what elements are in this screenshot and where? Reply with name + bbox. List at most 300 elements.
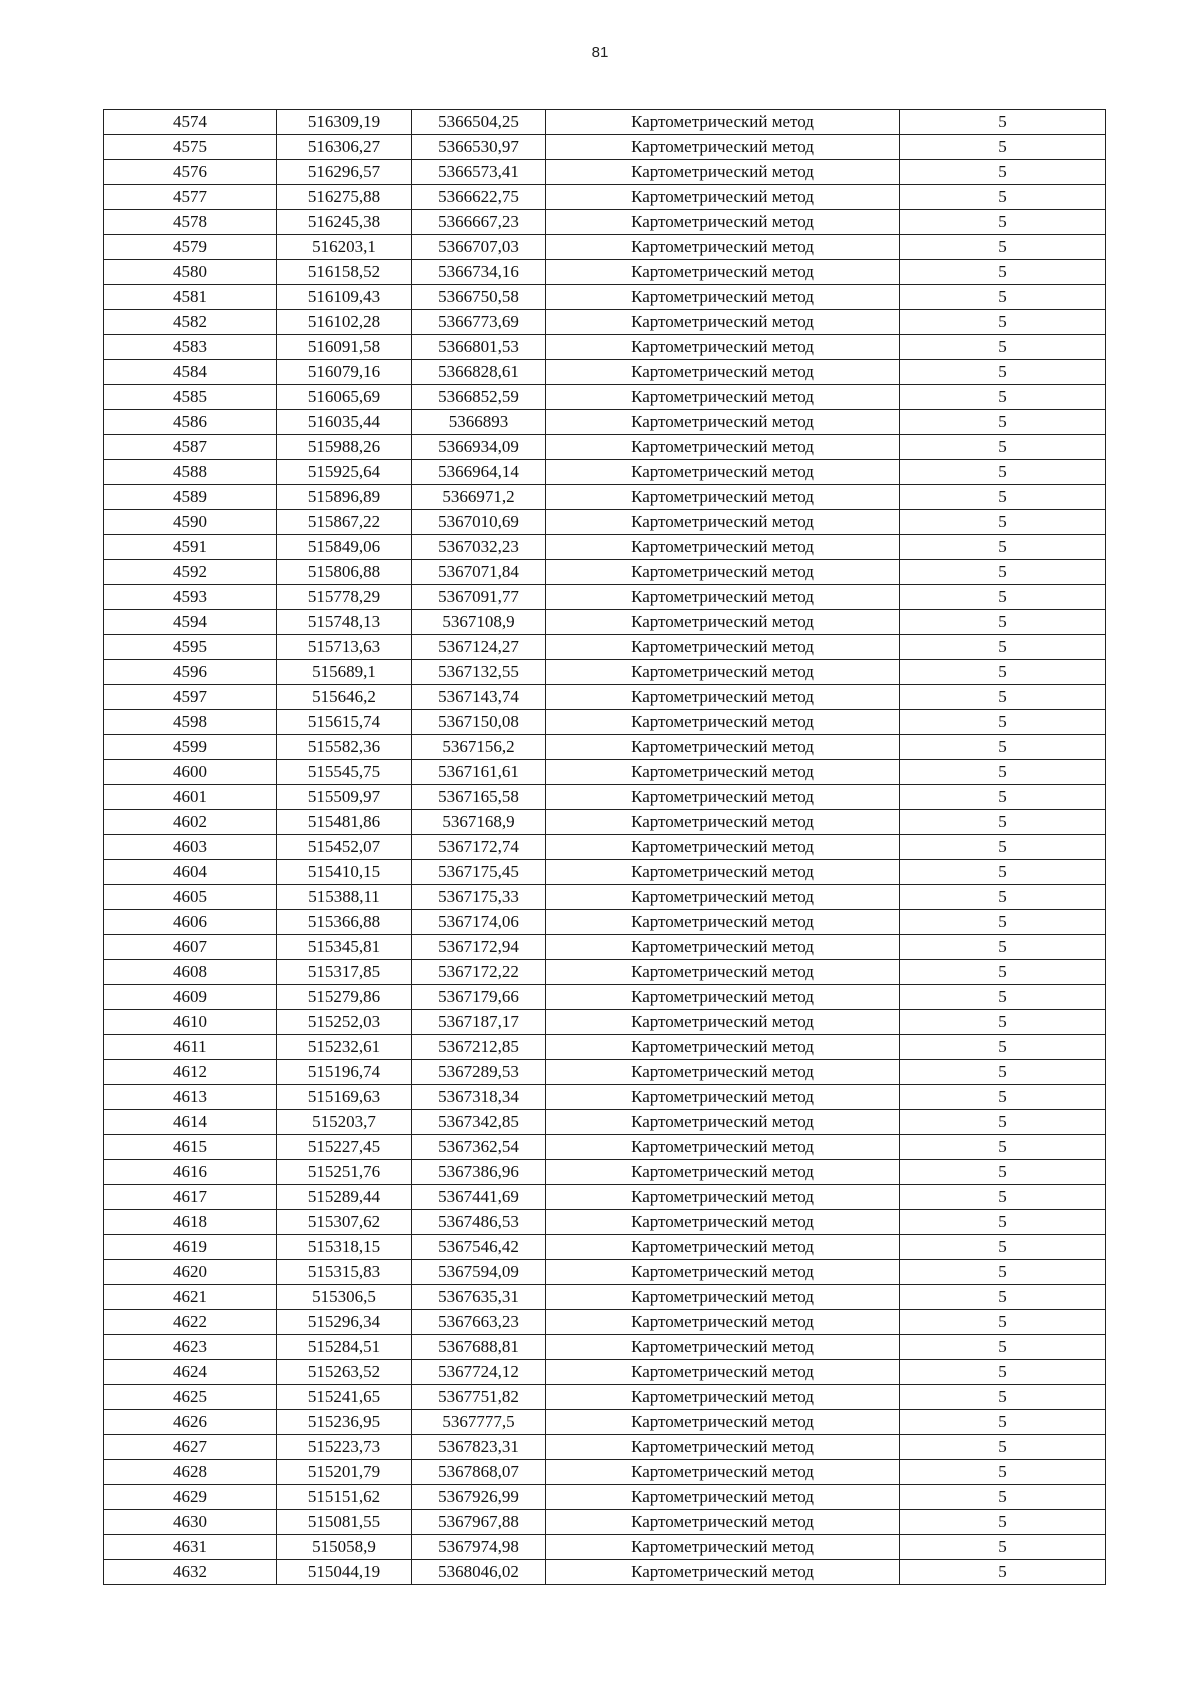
- x-coordinate-cell: 515232,61: [277, 1035, 412, 1060]
- y-coordinate-cell: 5367091,77: [412, 585, 546, 610]
- x-coordinate-cell: 515481,86: [277, 810, 412, 835]
- x-coordinate-cell: 516306,27: [277, 135, 412, 160]
- method-cell: Картометрический метод: [546, 1285, 900, 1310]
- x-coordinate-cell: 515849,06: [277, 535, 412, 560]
- table-row: [104, 735, 1106, 760]
- accuracy-cell: 5: [900, 1560, 1106, 1585]
- table-row: [104, 1110, 1106, 1135]
- point-number-cell: 4609: [104, 985, 277, 1010]
- accuracy-cell: 5: [900, 885, 1106, 910]
- accuracy-cell: 5: [900, 410, 1106, 435]
- accuracy-cell: 5: [900, 1210, 1106, 1235]
- table-row: [104, 760, 1106, 785]
- y-coordinate-cell: 5367150,08: [412, 710, 546, 735]
- y-coordinate-cell: 5366573,41: [412, 160, 546, 185]
- table-row: [104, 1060, 1106, 1085]
- point-number-cell: 4624: [104, 1360, 277, 1385]
- point-number-cell: 4594: [104, 610, 277, 635]
- y-coordinate-cell: 5367212,85: [412, 1035, 546, 1060]
- point-number-cell: 4578: [104, 210, 277, 235]
- accuracy-cell: 5: [900, 485, 1106, 510]
- method-cell: Картометрический метод: [546, 260, 900, 285]
- method-cell: Картометрический метод: [546, 110, 900, 135]
- y-coordinate-cell: 5367594,09: [412, 1260, 546, 1285]
- method-cell: Картометрический метод: [546, 785, 900, 810]
- accuracy-cell: 5: [900, 760, 1106, 785]
- table-row: [104, 210, 1106, 235]
- x-coordinate-cell: 516309,19: [277, 110, 412, 135]
- table-row: [104, 635, 1106, 660]
- point-number-cell: 4597: [104, 685, 277, 710]
- point-number-cell: 4583: [104, 335, 277, 360]
- point-number-cell: 4595: [104, 635, 277, 660]
- point-number-cell: 4584: [104, 360, 277, 385]
- y-coordinate-cell: 5367156,2: [412, 735, 546, 760]
- point-number-cell: 4600: [104, 760, 277, 785]
- accuracy-cell: 5: [900, 235, 1106, 260]
- method-cell: Картометрический метод: [546, 985, 900, 1010]
- y-coordinate-cell: 5367777,5: [412, 1410, 546, 1435]
- x-coordinate-cell: 515452,07: [277, 835, 412, 860]
- y-coordinate-cell: 5367132,55: [412, 660, 546, 685]
- x-coordinate-cell: 515509,97: [277, 785, 412, 810]
- accuracy-cell: 5: [900, 1535, 1106, 1560]
- x-coordinate-cell: 515223,73: [277, 1435, 412, 1460]
- point-number-cell: 4598: [104, 710, 277, 735]
- y-coordinate-cell: 5366934,09: [412, 435, 546, 460]
- x-coordinate-cell: 516158,52: [277, 260, 412, 285]
- accuracy-cell: 5: [900, 535, 1106, 560]
- x-coordinate-cell: 515306,5: [277, 1285, 412, 1310]
- y-coordinate-cell: 5367318,34: [412, 1085, 546, 1110]
- table-row: [104, 1435, 1106, 1460]
- method-cell: Картометрический метод: [546, 635, 900, 660]
- point-number-cell: 4610: [104, 1010, 277, 1035]
- method-cell: Картометрический метод: [546, 1485, 900, 1510]
- method-cell: Картометрический метод: [546, 335, 900, 360]
- table-row: [104, 685, 1106, 710]
- point-number-cell: 4631: [104, 1535, 277, 1560]
- accuracy-cell: 5: [900, 835, 1106, 860]
- table-row: [104, 860, 1106, 885]
- y-coordinate-cell: 5366707,03: [412, 235, 546, 260]
- method-cell: Картометрический метод: [546, 535, 900, 560]
- x-coordinate-cell: 516109,43: [277, 285, 412, 310]
- x-coordinate-cell: 515251,76: [277, 1160, 412, 1185]
- table-row: [104, 710, 1106, 735]
- point-number-cell: 4620: [104, 1260, 277, 1285]
- point-number-cell: 4614: [104, 1110, 277, 1135]
- x-coordinate-cell: 515318,15: [277, 1235, 412, 1260]
- method-cell: Картометрический метод: [546, 460, 900, 485]
- point-number-cell: 4603: [104, 835, 277, 860]
- method-cell: Картометрический метод: [546, 310, 900, 335]
- point-number-cell: 4605: [104, 885, 277, 910]
- x-coordinate-cell: 515366,88: [277, 910, 412, 935]
- point-number-cell: 4580: [104, 260, 277, 285]
- x-coordinate-cell: 516245,38: [277, 210, 412, 235]
- method-cell: Картометрический метод: [546, 860, 900, 885]
- point-number-cell: 4591: [104, 535, 277, 560]
- accuracy-cell: 5: [900, 1435, 1106, 1460]
- table-row: [104, 885, 1106, 910]
- y-coordinate-cell: 5367724,12: [412, 1360, 546, 1385]
- method-cell: Картометрический метод: [546, 1010, 900, 1035]
- method-cell: Картометрический метод: [546, 735, 900, 760]
- accuracy-cell: 5: [900, 1110, 1106, 1135]
- accuracy-cell: 5: [900, 285, 1106, 310]
- accuracy-cell: 5: [900, 1360, 1106, 1385]
- method-cell: Картометрический метод: [546, 1410, 900, 1435]
- x-coordinate-cell: 515925,64: [277, 460, 412, 485]
- accuracy-cell: 5: [900, 1510, 1106, 1535]
- table-row: [104, 960, 1106, 985]
- y-coordinate-cell: 5367362,54: [412, 1135, 546, 1160]
- accuracy-cell: 5: [900, 785, 1106, 810]
- method-cell: Картометрический метод: [546, 285, 900, 310]
- table-row: [104, 460, 1106, 485]
- x-coordinate-cell: 516102,28: [277, 310, 412, 335]
- x-coordinate-cell: 516275,88: [277, 185, 412, 210]
- y-coordinate-cell: 5367342,85: [412, 1110, 546, 1135]
- y-coordinate-cell: 5367823,31: [412, 1435, 546, 1460]
- method-cell: Картометрический метод: [546, 1335, 900, 1360]
- point-number-cell: 4621: [104, 1285, 277, 1310]
- table-row: [104, 385, 1106, 410]
- method-cell: Картометрический метод: [546, 435, 900, 460]
- method-cell: Картометрический метод: [546, 810, 900, 835]
- accuracy-cell: 5: [900, 110, 1106, 135]
- x-coordinate-cell: 515227,45: [277, 1135, 412, 1160]
- table-row: [104, 1510, 1106, 1535]
- table-row: [104, 560, 1106, 585]
- y-coordinate-cell: 5367172,94: [412, 935, 546, 960]
- table-row: [104, 810, 1106, 835]
- method-cell: Картометрический метод: [546, 1510, 900, 1535]
- x-coordinate-cell: 515241,65: [277, 1385, 412, 1410]
- y-coordinate-cell: 5366622,75: [412, 185, 546, 210]
- x-coordinate-cell: 515988,26: [277, 435, 412, 460]
- point-number-cell: 4590: [104, 510, 277, 535]
- method-cell: Картометрический метод: [546, 685, 900, 710]
- table-row: [104, 1460, 1106, 1485]
- y-coordinate-cell: 5367441,69: [412, 1185, 546, 1210]
- point-number-cell: 4606: [104, 910, 277, 935]
- accuracy-cell: 5: [900, 510, 1106, 535]
- point-number-cell: 4616: [104, 1160, 277, 1185]
- method-cell: Картометрический метод: [546, 560, 900, 585]
- accuracy-cell: 5: [900, 910, 1106, 935]
- y-coordinate-cell: 5367486,53: [412, 1210, 546, 1235]
- accuracy-cell: 5: [900, 1485, 1106, 1510]
- y-coordinate-cell: 5367172,22: [412, 960, 546, 985]
- accuracy-cell: 5: [900, 810, 1106, 835]
- table-row: [104, 1035, 1106, 1060]
- y-coordinate-cell: 5367688,81: [412, 1335, 546, 1360]
- page-number: 81: [591, 44, 609, 61]
- y-coordinate-cell: 5367143,74: [412, 685, 546, 710]
- accuracy-cell: 5: [900, 560, 1106, 585]
- accuracy-cell: 5: [900, 660, 1106, 685]
- point-number-cell: 4604: [104, 860, 277, 885]
- accuracy-cell: 5: [900, 135, 1106, 160]
- method-cell: Картометрический метод: [546, 835, 900, 860]
- y-coordinate-cell: 5366964,14: [412, 460, 546, 485]
- method-cell: Картометрический метод: [546, 1535, 900, 1560]
- table-row: [104, 1210, 1106, 1235]
- accuracy-cell: 5: [900, 1460, 1106, 1485]
- method-cell: Картометрический метод: [546, 1360, 900, 1385]
- y-coordinate-cell: 5367032,23: [412, 535, 546, 560]
- point-number-cell: 4617: [104, 1185, 277, 1210]
- y-coordinate-cell: 5367179,66: [412, 985, 546, 1010]
- table-row: [104, 310, 1106, 335]
- x-coordinate-cell: 515081,55: [277, 1510, 412, 1535]
- accuracy-cell: 5: [900, 210, 1106, 235]
- accuracy-cell: 5: [900, 610, 1106, 635]
- method-cell: Картометрический метод: [546, 660, 900, 685]
- point-number-cell: 4611: [104, 1035, 277, 1060]
- table-row: [104, 1485, 1106, 1510]
- point-number-cell: 4632: [104, 1560, 277, 1585]
- table-row: [104, 1160, 1106, 1185]
- table-row: [104, 585, 1106, 610]
- x-coordinate-cell: 515582,36: [277, 735, 412, 760]
- point-number-cell: 4619: [104, 1235, 277, 1260]
- accuracy-cell: 5: [900, 1410, 1106, 1435]
- y-coordinate-cell: 5367108,9: [412, 610, 546, 635]
- x-coordinate-cell: 515252,03: [277, 1010, 412, 1035]
- accuracy-cell: 5: [900, 385, 1106, 410]
- accuracy-cell: 5: [900, 860, 1106, 885]
- table-row: [104, 335, 1106, 360]
- x-coordinate-cell: 515151,62: [277, 1485, 412, 1510]
- x-coordinate-cell: 515296,34: [277, 1310, 412, 1335]
- x-coordinate-cell: 515410,15: [277, 860, 412, 885]
- method-cell: Картометрический метод: [546, 1460, 900, 1485]
- x-coordinate-cell: 515896,89: [277, 485, 412, 510]
- table-row: [104, 785, 1106, 810]
- point-number-cell: 4612: [104, 1060, 277, 1085]
- accuracy-cell: 5: [900, 460, 1106, 485]
- x-coordinate-cell: 515689,1: [277, 660, 412, 685]
- table-row: [104, 985, 1106, 1010]
- x-coordinate-cell: 516091,58: [277, 335, 412, 360]
- accuracy-cell: 5: [900, 985, 1106, 1010]
- table-row: [104, 235, 1106, 260]
- point-number-cell: 4618: [104, 1210, 277, 1235]
- y-coordinate-cell: 5367175,33: [412, 885, 546, 910]
- y-coordinate-cell: 5367289,53: [412, 1060, 546, 1085]
- accuracy-cell: 5: [900, 160, 1106, 185]
- method-cell: Картометрический метод: [546, 1310, 900, 1335]
- table-row: [104, 1085, 1106, 1110]
- coordinates-table: [103, 109, 1106, 1585]
- y-coordinate-cell: 5367751,82: [412, 1385, 546, 1410]
- accuracy-cell: 5: [900, 1010, 1106, 1035]
- point-number-cell: 4613: [104, 1085, 277, 1110]
- point-number-cell: 4628: [104, 1460, 277, 1485]
- point-number-cell: 4627: [104, 1435, 277, 1460]
- method-cell: Картометрический метод: [546, 935, 900, 960]
- method-cell: Картометрический метод: [546, 485, 900, 510]
- y-coordinate-cell: 5367187,17: [412, 1010, 546, 1035]
- accuracy-cell: 5: [900, 635, 1106, 660]
- point-number-cell: 4626: [104, 1410, 277, 1435]
- point-number-cell: 4607: [104, 935, 277, 960]
- y-coordinate-cell: 5367386,96: [412, 1160, 546, 1185]
- point-number-cell: 4623: [104, 1335, 277, 1360]
- table-row: [104, 1185, 1106, 1210]
- x-coordinate-cell: 515284,51: [277, 1335, 412, 1360]
- accuracy-cell: 5: [900, 1135, 1106, 1160]
- x-coordinate-cell: 515169,63: [277, 1085, 412, 1110]
- accuracy-cell: 5: [900, 260, 1106, 285]
- accuracy-cell: 5: [900, 935, 1106, 960]
- method-cell: Картометрический метод: [546, 210, 900, 235]
- x-coordinate-cell: 515713,63: [277, 635, 412, 660]
- point-number-cell: 4576: [104, 160, 277, 185]
- y-coordinate-cell: 5368046,02: [412, 1560, 546, 1585]
- y-coordinate-cell: 5367165,58: [412, 785, 546, 810]
- y-coordinate-cell: 5366828,61: [412, 360, 546, 385]
- x-coordinate-cell: 515345,81: [277, 935, 412, 960]
- x-coordinate-cell: 515748,13: [277, 610, 412, 635]
- method-cell: Картометрический метод: [546, 1385, 900, 1410]
- point-number-cell: 4574: [104, 110, 277, 135]
- point-number-cell: 4579: [104, 235, 277, 260]
- table-row: [104, 510, 1106, 535]
- y-coordinate-cell: 5367175,45: [412, 860, 546, 885]
- x-coordinate-cell: 515196,74: [277, 1060, 412, 1085]
- accuracy-cell: 5: [900, 1310, 1106, 1335]
- accuracy-cell: 5: [900, 585, 1106, 610]
- y-coordinate-cell: 5367172,74: [412, 835, 546, 860]
- table-row: [104, 1335, 1106, 1360]
- point-number-cell: 4593: [104, 585, 277, 610]
- table-row: [104, 260, 1106, 285]
- x-coordinate-cell: 515201,79: [277, 1460, 412, 1485]
- method-cell: Картометрический метод: [546, 1110, 900, 1135]
- table-row: [104, 1010, 1106, 1035]
- point-number-cell: 4602: [104, 810, 277, 835]
- method-cell: Картометрический метод: [546, 1135, 900, 1160]
- y-coordinate-cell: 5367635,31: [412, 1285, 546, 1310]
- accuracy-cell: 5: [900, 960, 1106, 985]
- accuracy-cell: 5: [900, 1235, 1106, 1260]
- point-number-cell: 4575: [104, 135, 277, 160]
- table-row: [104, 1535, 1106, 1560]
- x-coordinate-cell: 515778,29: [277, 585, 412, 610]
- method-cell: Картометрический метод: [546, 885, 900, 910]
- method-cell: Картометрический метод: [546, 235, 900, 260]
- x-coordinate-cell: 515289,44: [277, 1185, 412, 1210]
- table-row: [104, 110, 1106, 135]
- method-cell: Картометрический метод: [546, 1160, 900, 1185]
- method-cell: Картометрический метод: [546, 135, 900, 160]
- x-coordinate-cell: 515044,19: [277, 1560, 412, 1585]
- point-number-cell: 4596: [104, 660, 277, 685]
- x-coordinate-cell: 515317,85: [277, 960, 412, 985]
- accuracy-cell: 5: [900, 1335, 1106, 1360]
- accuracy-cell: 5: [900, 335, 1106, 360]
- y-coordinate-cell: 5367161,61: [412, 760, 546, 785]
- accuracy-cell: 5: [900, 1185, 1106, 1210]
- table-row: [104, 1310, 1106, 1335]
- accuracy-cell: 5: [900, 1035, 1106, 1060]
- table-row: [104, 610, 1106, 635]
- x-coordinate-cell: 515545,75: [277, 760, 412, 785]
- y-coordinate-cell: 5367174,06: [412, 910, 546, 935]
- table-row: [104, 160, 1106, 185]
- y-coordinate-cell: 5367124,27: [412, 635, 546, 660]
- x-coordinate-cell: 515315,83: [277, 1260, 412, 1285]
- point-number-cell: 4625: [104, 1385, 277, 1410]
- accuracy-cell: 5: [900, 1285, 1106, 1310]
- table-row: [104, 1560, 1106, 1585]
- method-cell: Картометрический метод: [546, 710, 900, 735]
- table-row: [104, 1385, 1106, 1410]
- y-coordinate-cell: 5367974,98: [412, 1535, 546, 1560]
- x-coordinate-cell: 516079,16: [277, 360, 412, 385]
- method-cell: Картометрический метод: [546, 185, 900, 210]
- x-coordinate-cell: 515236,95: [277, 1410, 412, 1435]
- y-coordinate-cell: 5366734,16: [412, 260, 546, 285]
- method-cell: Картометрический метод: [546, 1035, 900, 1060]
- accuracy-cell: 5: [900, 735, 1106, 760]
- y-coordinate-cell: 5366801,53: [412, 335, 546, 360]
- x-coordinate-cell: 515867,22: [277, 510, 412, 535]
- point-number-cell: 4586: [104, 410, 277, 435]
- method-cell: Картометрический метод: [546, 910, 900, 935]
- table-row: [104, 1285, 1106, 1310]
- accuracy-cell: 5: [900, 435, 1106, 460]
- point-number-cell: 4577: [104, 185, 277, 210]
- method-cell: Картометрический метод: [546, 960, 900, 985]
- x-coordinate-cell: 515279,86: [277, 985, 412, 1010]
- method-cell: Картометрический метод: [546, 760, 900, 785]
- point-number-cell: 4608: [104, 960, 277, 985]
- point-number-cell: 4581: [104, 285, 277, 310]
- accuracy-cell: 5: [900, 185, 1106, 210]
- table-row: [104, 1135, 1106, 1160]
- x-coordinate-cell: 515263,52: [277, 1360, 412, 1385]
- method-cell: Картометрический метод: [546, 1560, 900, 1585]
- point-number-cell: 4588: [104, 460, 277, 485]
- accuracy-cell: 5: [900, 310, 1106, 335]
- method-cell: Картометрический метод: [546, 160, 900, 185]
- point-number-cell: 4599: [104, 735, 277, 760]
- y-coordinate-cell: 5367010,69: [412, 510, 546, 535]
- y-coordinate-cell: 5367546,42: [412, 1235, 546, 1260]
- y-coordinate-cell: 5367967,88: [412, 1510, 546, 1535]
- method-cell: Картометрический метод: [546, 1060, 900, 1085]
- table-row: [104, 660, 1106, 685]
- y-coordinate-cell: 5366893: [412, 410, 546, 435]
- y-coordinate-cell: 5366852,59: [412, 385, 546, 410]
- method-cell: Картометрический метод: [546, 1435, 900, 1460]
- x-coordinate-cell: 515307,62: [277, 1210, 412, 1235]
- table-row: [104, 410, 1106, 435]
- table-row: [104, 835, 1106, 860]
- x-coordinate-cell: 515203,7: [277, 1110, 412, 1135]
- method-cell: Картометрический метод: [546, 610, 900, 635]
- x-coordinate-cell: 516296,57: [277, 160, 412, 185]
- table-row: [104, 535, 1106, 560]
- method-cell: Картометрический метод: [546, 585, 900, 610]
- x-coordinate-cell: 515646,2: [277, 685, 412, 710]
- table-row: [104, 185, 1106, 210]
